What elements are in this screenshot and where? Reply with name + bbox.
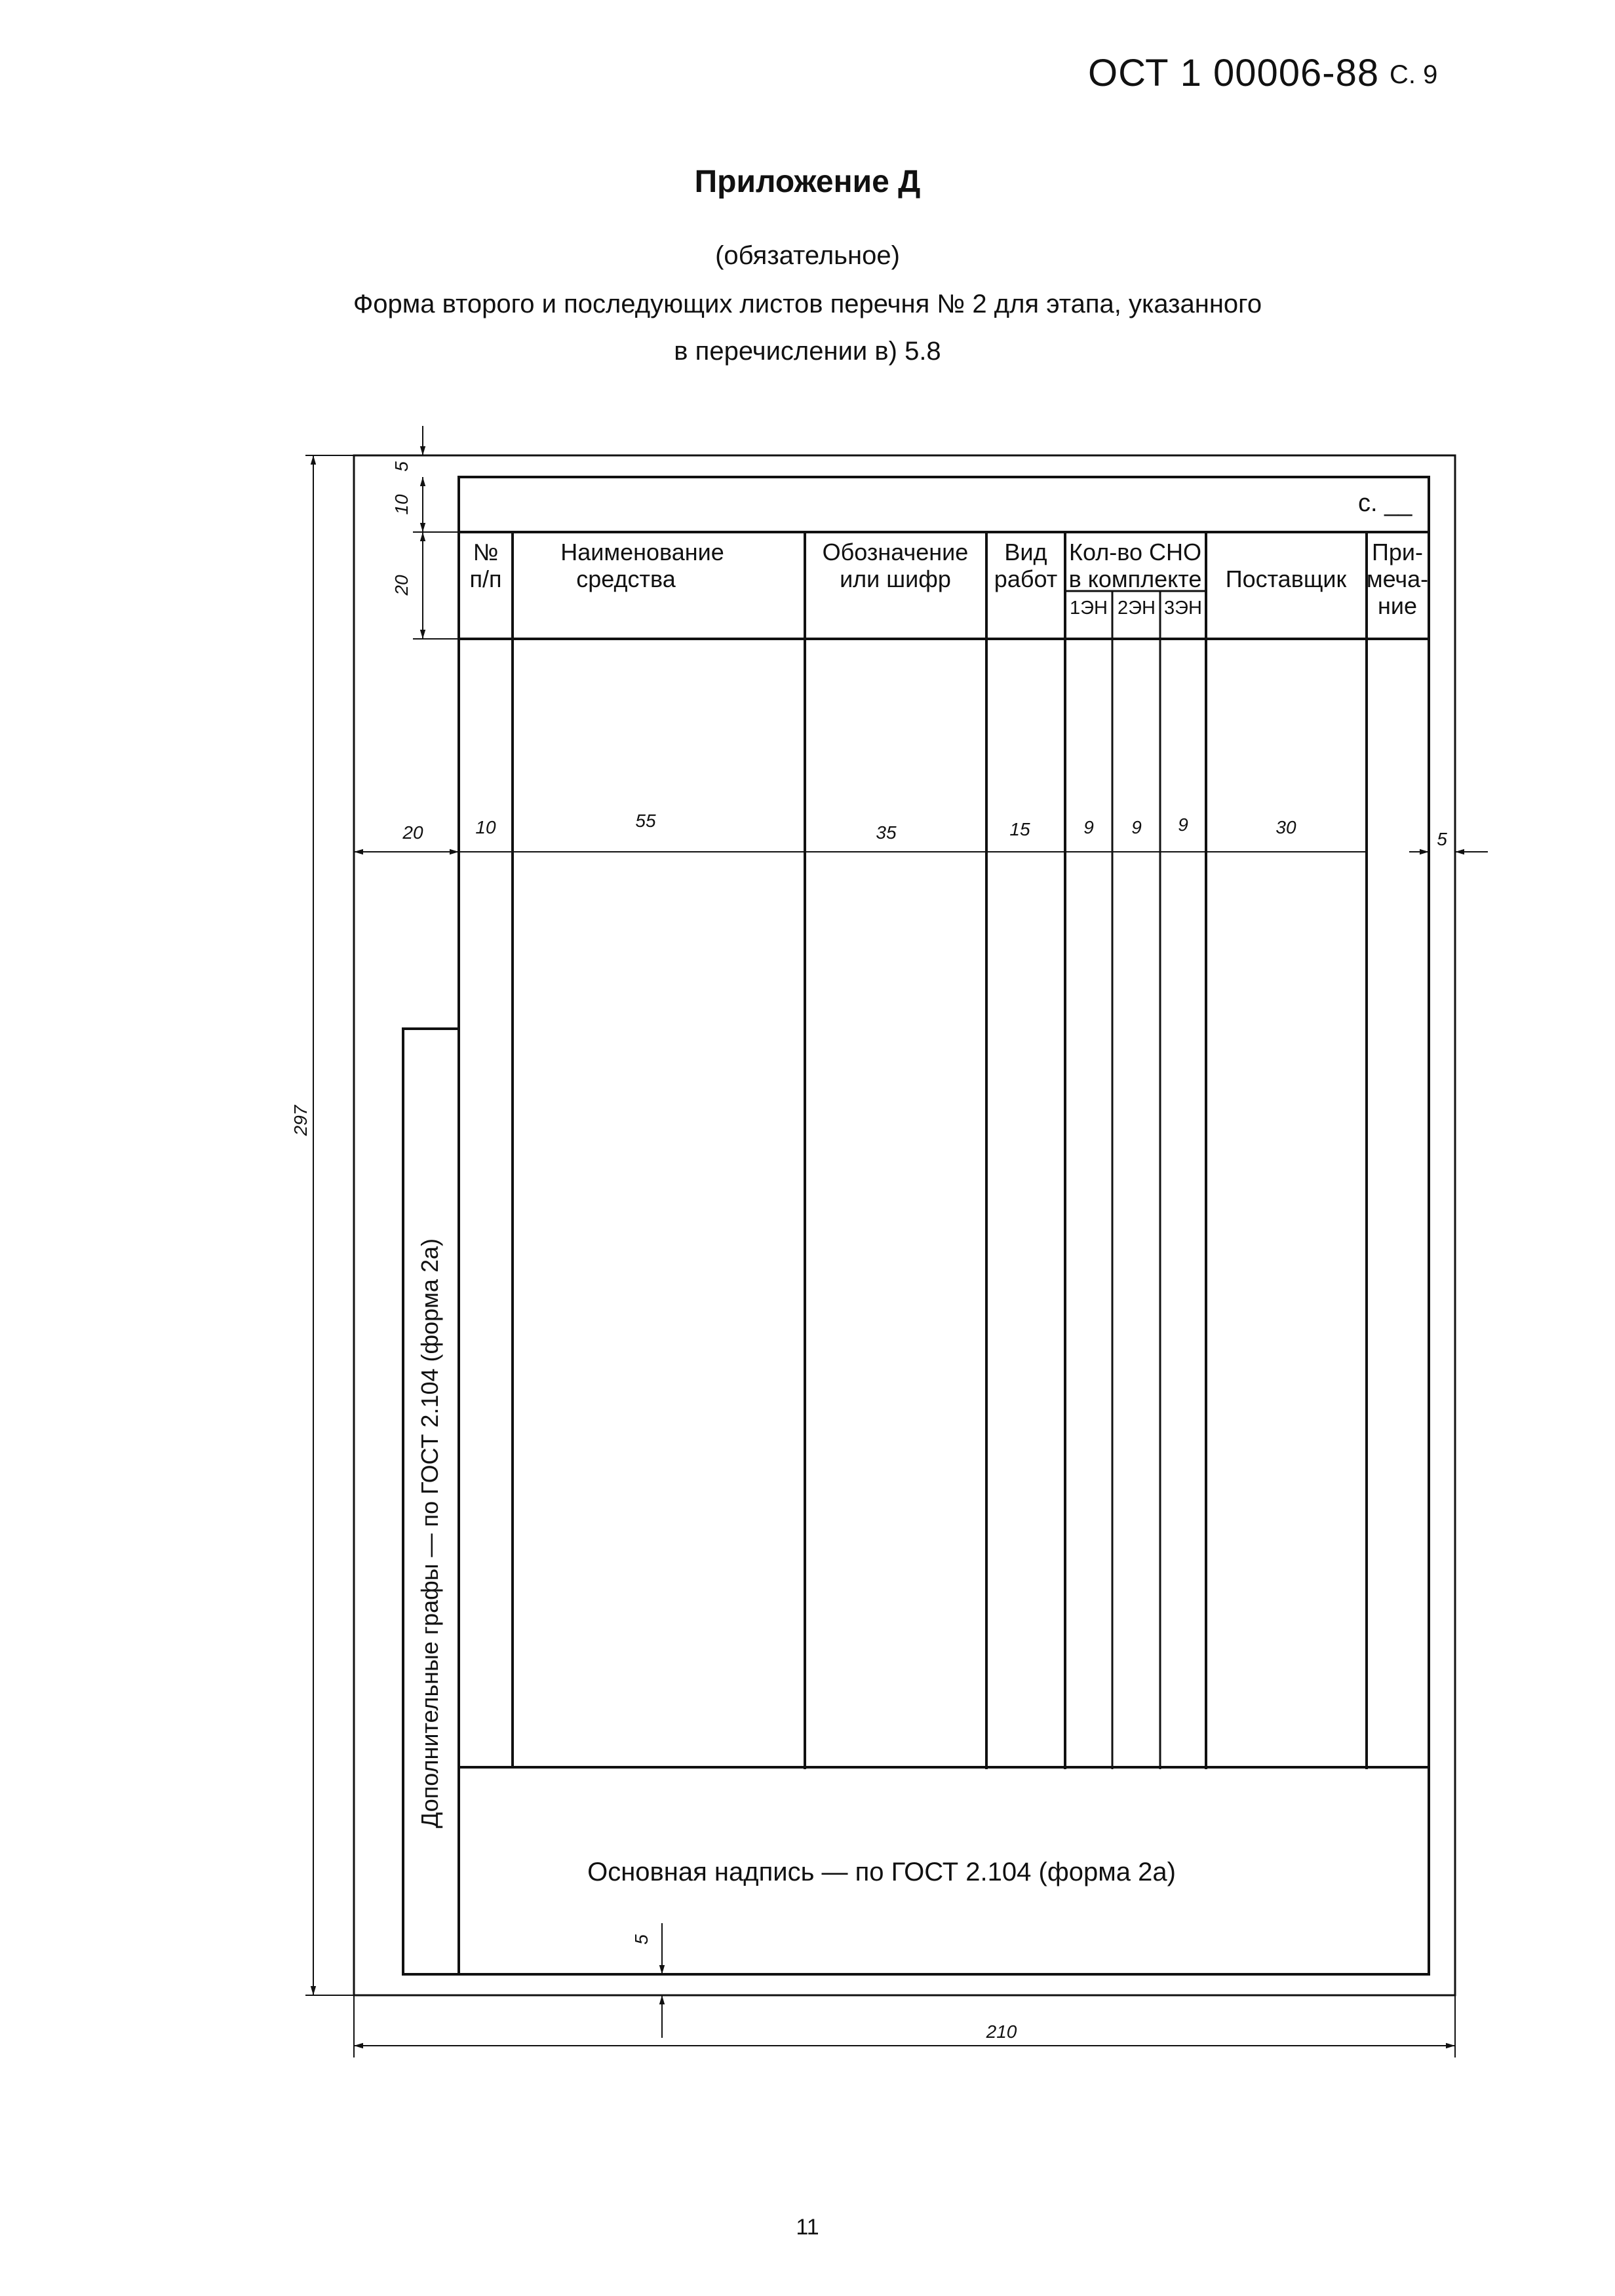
standard-code: ОСТ 1 00006-88 — [1088, 52, 1380, 94]
dim-col-number: 10 — [475, 817, 496, 837]
col-designation-line1: Обозначение — [822, 539, 969, 565]
col-number-line2: п/п — [469, 565, 502, 592]
col-supplier-line1: Поставщик — [1225, 565, 1347, 592]
dim-top-margin: 5 — [391, 461, 412, 472]
dim-subcol-2: 9 — [1131, 817, 1142, 837]
dim-col-work-type: 15 — [1009, 819, 1030, 839]
side-note: Дополнительные графы — по ГОСТ 2.104 (форма 2а) — [416, 1238, 443, 1828]
page-label: С. 9 — [1390, 60, 1438, 89]
col-note-line1: При- — [1372, 539, 1423, 565]
dim-sheet-height: 297 — [290, 1105, 311, 1136]
group-header-line1: Кол-во СНО — [1069, 539, 1201, 565]
caption-line-2: в перечислении в) 5.8 — [674, 337, 941, 366]
subcol-1en: 1ЭН — [1070, 598, 1108, 619]
dim-col-supplier: 30 — [1275, 817, 1296, 837]
dim-right-margin: 5 — [1437, 829, 1447, 849]
dim-col-name: 55 — [635, 811, 656, 831]
dim-sheet-width: 210 — [986, 2021, 1017, 2042]
caption-line-1: Форма второго и последующих листов перечня № 2 для этапа, указанного — [353, 290, 1262, 318]
col-number-line1: № — [473, 539, 499, 565]
dim-header-height: 20 — [391, 575, 412, 596]
subcol-3en: 3ЭН — [1164, 598, 1202, 619]
col-name-line1: Наименование — [560, 539, 724, 565]
dim-left-margin: 20 — [402, 822, 423, 843]
dim-title-row: 10 — [391, 494, 412, 515]
dim-subcol-3: 9 — [1178, 814, 1188, 835]
col-work-type-line2: работ — [994, 565, 1058, 592]
title-block-note: Основная надпись — по ГОСТ 2.104 (форма 2а) — [587, 1858, 1176, 1886]
col-name-line2: средства — [576, 565, 676, 592]
sheet-outline — [354, 455, 1455, 1995]
col-note-line3: ние — [1377, 592, 1418, 619]
col-designation-line2: или шифр — [840, 565, 951, 592]
col-work-type-line1: Вид — [1004, 539, 1047, 565]
subcol-2en: 2ЭН — [1118, 598, 1156, 619]
dim-col-designation: 35 — [876, 822, 897, 843]
appendix-title: Приложение Д — [694, 164, 921, 199]
appendix-status: (обязательное) — [715, 241, 900, 270]
sheet-label: с. __ — [1358, 489, 1412, 517]
dim-subcol-1: 9 — [1083, 817, 1094, 837]
page-number: 11 — [796, 2215, 819, 2240]
form-frame — [459, 477, 1429, 1974]
col-note-line2: меча- — [1366, 565, 1429, 592]
dim-bottom-margin: 5 — [631, 1934, 652, 1945]
group-header-line2: в комплекте — [1068, 565, 1202, 592]
